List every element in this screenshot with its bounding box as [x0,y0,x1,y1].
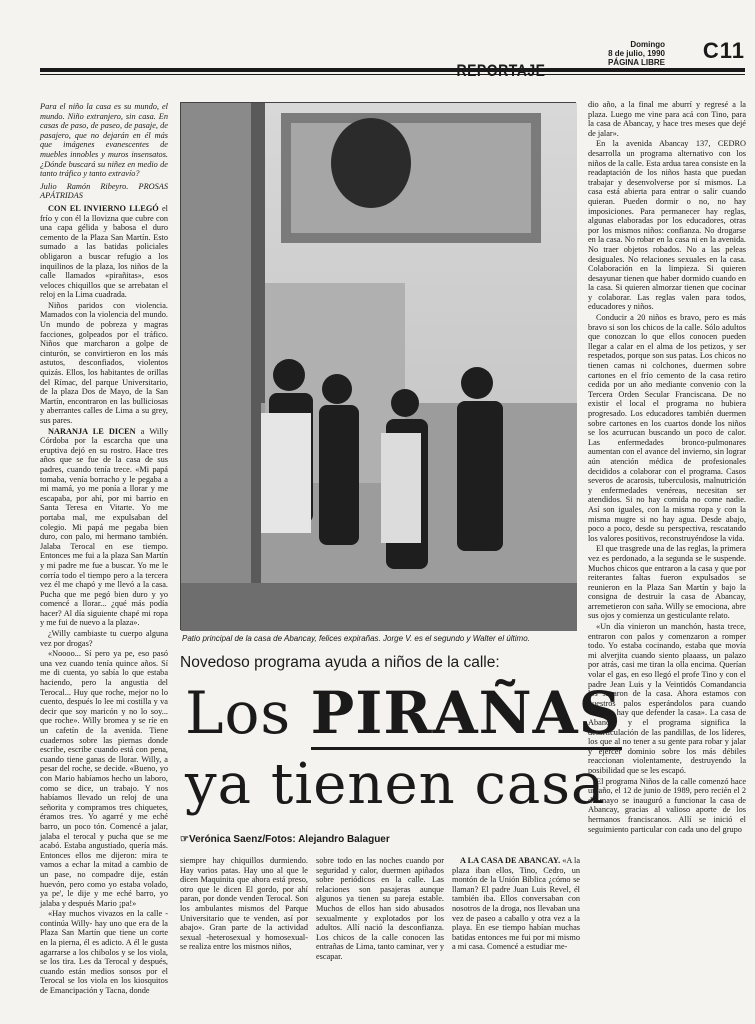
article-column-bottom-3 [452,856,580,976]
headline-kicker: Novedoso programa ayuda a niños de la calle: [180,654,500,671]
paragraph-lead: CON EL INVIERNO LLEGÓ [48,203,159,213]
byline: ☞Verónica Saenz/Fotos: Alejandro Balaguer [180,834,390,845]
article-photo [180,102,576,630]
paragraph: siempre hay chiquillos durmiendo. Hay varios patas. Hay uno al que le dicen Maquinita que ahora está preso, otro que le dicen El gordo, por ahí paran, por donde venden Terocal. Son los ambulantes mismos del Parque Universitario que te venden, así por abajo». Gran parte de la actividad sexual -heterosexual y homosexual- se realiza entre los mismos niños, [180,856,308,952]
page-number: C11 [702,38,745,63]
paper-label: PÁGINA LIBRE [607,58,665,67]
article-column-left [40,102,168,996]
day-label: Domingo [630,40,665,49]
article-column-right [588,100,746,955]
paragraph: «Un día vinieron un manchón, hasta trece, entraron con palos y comenzaron a romper todo. Yo estaba cocinando, estaba que movía mi alverjita cuando siento plaaass, un palazo por atrás, casi me tiran la olla encima. Querían volar el gas, en eso llegó el profe Tino y con el padre Jean Luis y la Veintidós Comandancia los sacaron de la casa. Ahora estamos con nuestros palos esperándolos para cuando vengan, hay que defender la casa». La casa de Abancay y el programa significa la desarticulación de las pandillas, de los líderes, los que al no tener a su gente para robar y jalar y ejercer dominio sobre los más débiles reaccionan violentamente, destruyendo la posibilidad que se les escapó. [588,622,746,775]
headline-line-2: ya tienen casa [185,752,606,817]
headline-line-1: Los PIRAÑAS [185,680,622,746]
date-label: 8 de julio, 1990 [608,49,665,58]
paragraph: sobre todo en las noches cuando por seguridad y calor, duermen apiñados sobre periódicos en la calle. Las relaciones son pasajeras aunque algunos ya tienen su pareja estable. Muchos de ellos han sido abusados sexualmente y explotados por los adultos. Allí nació la desconfianza. Los chicos de la calle conocen las entrañas de Lima, tanto caminar, ver y escapar. [316,856,444,961]
paragraph: CON EL INVIERNO LLEGÓ el frío y con él la llovizna que cubre con una capa gélida y babosa el duro cemento de la Plaza San Martín. Esto sumado a las batidas policiales obligaron a buscar refugio a los inquilinos de la plaza, los niños de la calle llamados «pirañitas», esos veloces chiquillos que se arrebatan el reloj en la Lima cuadrada. [40,203,168,300]
paragraph: En la avenida Abancay 137, CEDRO desarrolla un programa alternativo con los niños de la calle. Esta ardua tarea consiste en la readaptación de los niños hasta que puedan trabajar y desenvolverse por sí mismos. La casa está abierta para entrar o salir cuando quieran. Pueden dormir o no, no hay imposiciones. Para permanecer hay reglas, algunas elaboradas por los educadores, otras por los mismos niños: confianza. No drogarse en la casa. No robar en la casa ni en la avenida. No traer objetos robados. No a las peleas desiguales. No relaciones sexuales en la casa. Colaboración en la limpieza. Si quieren desayunar tienen que haber dormido cuando en la casa. Si quieren almorzar tienen que cocinar y colaborar. Las reglas valen para todos, educadores y niños. [588,139,746,312]
section-title: REPORTAJE [456,60,546,80]
date-block [608,40,665,67]
paragraph: ¿Willy cambiaste tu cuerpo alguna vez por drogas? [40,629,168,648]
paragraph-lead: NARANJA LE DICEN [48,426,136,436]
paragraph: «Noooo... Sí pero ya pe, eso pasó una vez cuando tenía quince años. Sí me di cuenta, yo sabía lo que estaba haciendo, pero la angustia del Terocal... Huy que roche, mejor no lo cuento, después lo lee mi costilla y va decir que soy maricón y no lo soy... que roche». Willy bromea y se ríe en un cafetín de la avenida. Tiene cuadernos sobre las piernas donde escribe, escribe cuando está con pena, cuando tiene ganas de llorar. Willy, a pesar del roche, se decide. «Bueno, yo con Mario habíamos hecho un laboro, como se dice, un trabajo. Y nos habíamos llevado un reloj de una señorita y compramos tres chiquetes, éramos tres. Yo agarré y me eché barro, un poco tón. Comencé a jalar, jalaba el terocal y pucha que se me acabó. Estaba angustiado, quería más. Entonces ellos me dijeron: mira te vamos a echar la mitad a cambio de un pase, no compadre dije, están huevón, pero como yo estaba volado, ya pe', le dije y me eché barro, yo jalaba y después Mario ¡pa!» [40,649,168,908]
paragraph: dio año, a la final me aburrí y regresé a la plaza. Luego me vine para acá con Tino, para la casa de Abancay, y hace tres meses que dejé de jalar». [588,100,746,138]
header-rule-right-thin [550,74,745,75]
paragraph: Conducir a 20 niños es bravo, pero es más bravo si son los chicos de la calle. Sólo adultos que conozcan lo que ellos conocen pueden llegar a calar en el alma de los petizos, y ser respetados, porque son sus patas. Los chicos no tienen camas ni colchones, duermen sobre cartones en el frío cemento de la casa retiro cedida por un año mediante convenio con la Tercera Orden Secular Franciscana. De no existir el local el programa no hubiera progresado. Los educadores también duermen sobre cartones en los cuartos donde los niños se los acurrucan buscando un poco de calor. Las enfermedades bronco-pulmonares aumentan con el avance del invierno, sin lograr aún atención médica de profesionales decididos a colaborar con el programa. Casos severos de acarosis, tuberculosis, malnutrición y enfermedades venéreas, necesitan ser atendidos. Si no hay comida no come nadie. Así son iguales, con la misma ropa y con la misma mugre si no hay agua. Desde abajo, poco a poco, desde su perspectiva, rescatando los valores positivos, reconstruyéndose la vida. [588,313,746,543]
paragraph: A LA CASA DE ABANCAY. «A la plaza iban ellos, Tino, Cedro, un montón de la Unión Bíblica ¿cómo se llaman? El padre Juan Luis Revel, él también iba. Ellos conversaban con nosotros de la droga, nos llevaban una vez de paseo a caballo y otra vez a la playa. En ese tiempo habían muchas batidas entonces me fui por mi mismo a mi casa. Comencé a estudiar me- [452,856,580,952]
headline-emphasis: PIRAÑAS [311,679,622,750]
paragraph: El que trasgrede una de las reglas, la primera vez es perdonado, a la segunda se le suspende. Muchos chicos que entraron a la casa y que por reiterantes faltas fueron expulsados se reunieron en la Plaza San Martín y bajo la consigna de destruir la casa de Abancay, arremetieron con saña. Willy se emociona, abre sus ojos y comienza un gesticulante relato. [588,544,746,621]
paragraph: «Hay muchos vivazos en la calle -continúa Willy- hay uno que era de la Plaza San Martín que tiene un corte en la pierna, él es adicto. A él le gusta agarrarse a los chibolos y se los viola, se los tira. Les da Terocal y después, cuando están medios sonsos por el Terocal se los viola en los kiosquitos de Emancipación y Tacna, donde [40,909,168,996]
epigraph: Para el niño la casa es su mundo, el mundo. Niño extranjero, sin casa. En casas de paso, de paseo, de pasaje, de pasajero, que no dejarán en él más que imágenes evanescentes de muebles innobles y muros insensatos. ¿Dónde buscará su niñez en medio de tanto tráfico y tanto extravío? [40,102,168,179]
article-column-bottom-1 [180,856,308,976]
article-column-bottom-2 [316,856,444,976]
paragraph-lead: A LA CASA DE ABANCAY. [460,856,561,865]
header-rule-right [550,68,745,72]
paragraph: El programa Niños de la calle comenzó hace un año, el 12 de junio de 1989, pero recién el 2 de mayo se inauguró a funcionar la casa de Abancay, gracias al valioso aporte de los hermanos franciscanos. Allí se inició el seguimiento particular con cada uno del grupo [588,776,746,834]
photo-illustration [181,103,577,631]
paragraph: Niños paridos con violencia. Mamados con la violencia del mundo. Un mundo de pobreza y magras facciones, golpeados por el tráfico. Niños que marcharon a golpe de cinturón, se convirtieron en los más astutos, desconfiados, violentos quizás. Ellos, los habitantes de orillas del Rímac, del parque Universitario, de la plaza Dos de Mayo, de la San Martín, encontraron en las bulliciosas y aberrantes calles de Lima a su grey, sus pares. [40,300,168,425]
paragraph: NARANJA LE DICEN a Willy Córdoba por la escarcha que una eruptiva dejó en su rostro. Hace tres años que se fue de la casa de sus padres, cuando tenía trece. «Mi papá tomaba, venía borracho y le pegaba a mi mamá, yo me ponía a llorar y me escapaba, por ahí, por mi barrio en Santa Teresa en Vitarte. Yo me portaba mal, me expulsaban del colegio. Mi papá me pegaba bien duro, con palo, mi hermano también. Jalaba Terocal en ese tiempo. Entonces me fui a la plaza San Martín y mi padre me fue a buscar. Yo me le corría todo el tiempo pero a la tercera vez él me chapó y me llevó a la casa. Pucha que me pegó bien duro y yo comencé a llorar... ¿qué más podía hacer? Al día siguiente chapé mi ropa y me fui de nuevo a la plaza». [40,426,168,628]
photo-caption: Patio principal de la casa de Abancay, felices expirañas. Jorge V. es el segundo y Walter el último. [182,634,530,643]
epigraph-author: Julio Ramón Ribeyro. PROSAS APÁTRIDAS [40,181,168,201]
